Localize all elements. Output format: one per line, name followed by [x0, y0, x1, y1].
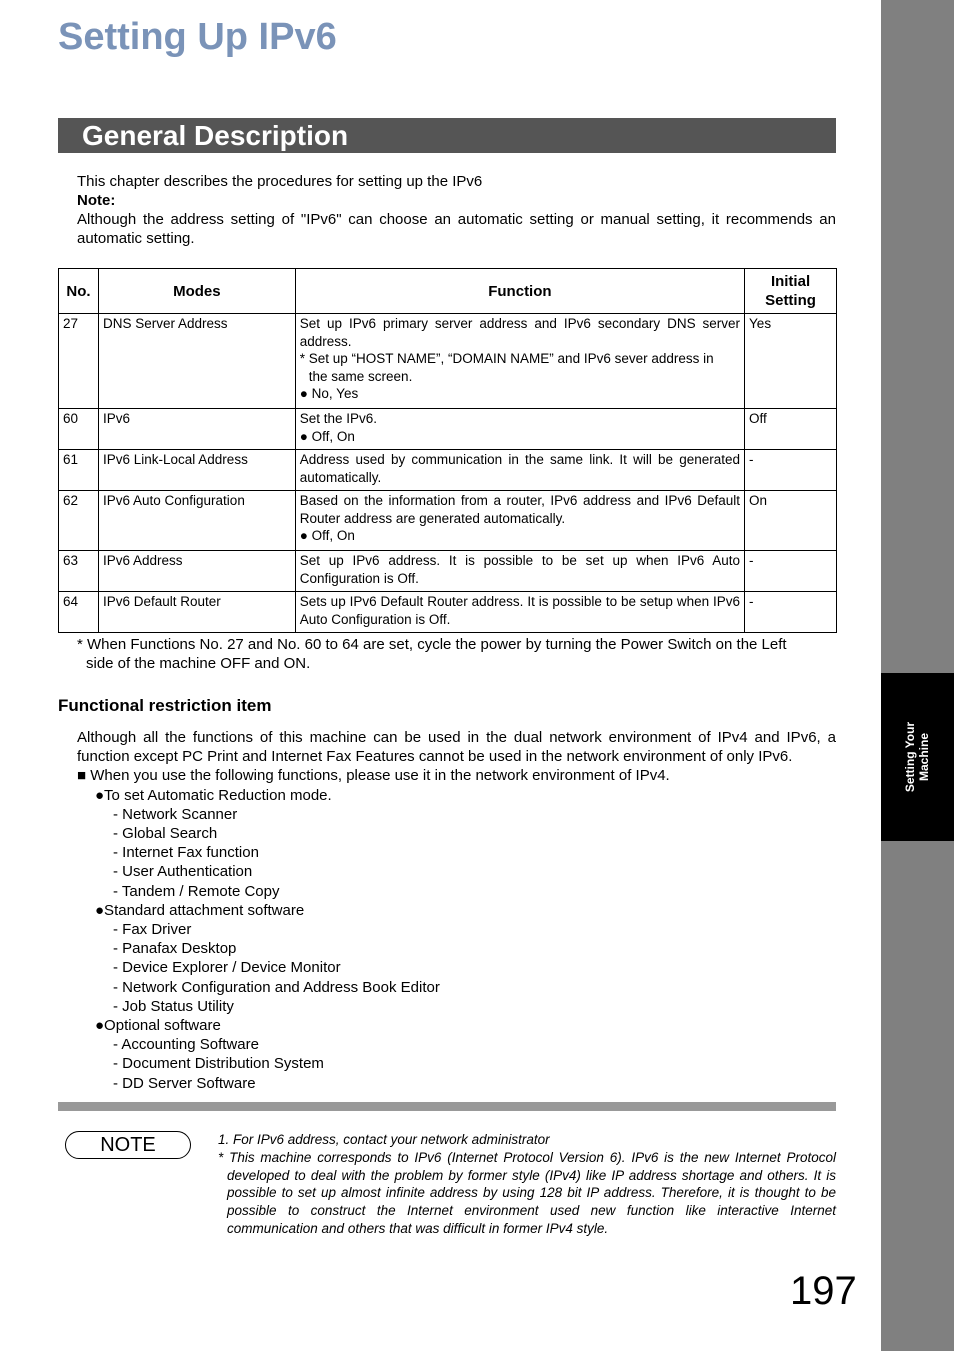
group-title: ●Standard attachment software: [95, 901, 305, 919]
list-item: - Device Explorer / Device Monitor: [113, 959, 341, 977]
cell-no: 60: [59, 409, 99, 450]
page-number: 197: [790, 1269, 857, 1313]
cell-initial: On: [745, 491, 837, 551]
function-line: Based on the information from a router, IPv6 address and IPv6 Default Router address are generated automatically.: [299, 493, 741, 526]
chapter-tab-label: [903, 722, 931, 792]
cell-initial: -: [745, 551, 837, 592]
cell-mode: IPv6 Link-Local Address: [98, 450, 295, 491]
list-item: - Internet Fax function: [113, 844, 259, 862]
note-list: [218, 1131, 836, 1238]
function-line: Set the IPv6.: [299, 411, 378, 426]
restriction-heading: Functional restriction item: [58, 696, 272, 715]
intro-line: This chapter describes the procedures for setting up the IPv6: [77, 173, 483, 190]
cell-mode: DNS Server Address: [98, 314, 295, 409]
table-row: [59, 409, 837, 450]
cell-function: Address used by communication in the same link. It will be generated automatically.: [295, 450, 744, 491]
cell-function: Sets up IPv6 Default Router address. It is possible to be setup when IPv6 Auto Configuration is Off.: [295, 592, 744, 633]
restriction-paragraph: Although all the functions of this machine can be used in the dual network environment of IPv4 and IPv6, a function except PC Print and Internet Fax Features cannot be used in the network environment of only IPv6.: [77, 729, 836, 766]
list-item: - Job Status Utility: [113, 997, 234, 1015]
chapter-tab-line1: Setting Your: [903, 721, 917, 793]
page-title: Setting Up IPv6: [58, 16, 337, 58]
cell-function: Set up IPv6 address. It is possible to be set up when IPv6 Auto Configuration is Off.: [295, 551, 744, 592]
note-item: 1. For IPv6 address, contact your network administrator: [218, 1132, 550, 1147]
cell-function: [295, 491, 744, 551]
group-title: ●To set Automatic Reduction mode.: [95, 786, 332, 804]
list-item: - Tandem / Remote Copy: [113, 882, 280, 900]
footnote-line: * When Functions No. 27 and No. 60 to 64 are set, cycle the power by turning the Power Switch on the Left: [77, 636, 787, 653]
list-item: - User Authentication: [113, 863, 253, 881]
cell-initial: Yes: [745, 314, 837, 409]
table-row: [59, 450, 837, 491]
header-modes: Modes: [98, 269, 295, 314]
settings-table: [58, 268, 837, 633]
list-item: - Panafax Desktop: [113, 940, 237, 958]
restriction-block: [77, 728, 836, 1093]
note-text: Although the address setting of "IPv6" can choose an automatic setting or manual setting, it recommends an automatic setting.: [77, 211, 836, 247]
group-title: ●Optional software: [95, 1017, 221, 1035]
cell-mode: IPv6 Address: [98, 551, 295, 592]
cell-no: 63: [59, 551, 99, 592]
header-initial-setting: Initial Setting: [745, 269, 837, 314]
list-item: - Accounting Software: [113, 1036, 259, 1054]
cell-initial: -: [745, 450, 837, 491]
note-item: * This machine corresponds to IPv6 (Internet Protocol Version 6). IPv6 is the new Internet Protocol developed to deal with the problem by former style (IPv4) like IP address shortage and others. It is possible to set up almost infinite address by using 128 bit IP address. Therefore, it is thought to be possible to construct the Internet environment used new function like interactive Internet communication and others that was difficult in former IPv4 style.: [218, 1149, 836, 1236]
cell-no: 64: [59, 592, 99, 633]
cell-function: [295, 314, 744, 409]
list-item: - Network Configuration and Address Book Editor: [113, 978, 440, 996]
cell-function: [295, 409, 744, 450]
table-row: [59, 551, 837, 592]
cell-no: 27: [59, 314, 99, 409]
list-item: - DD Server Software: [113, 1074, 256, 1092]
cell-initial: -: [745, 592, 837, 633]
header-no: No.: [59, 269, 99, 314]
function-line: the same screen.: [308, 368, 413, 384]
section-title: General Description: [82, 120, 349, 151]
cell-mode: IPv6 Auto Configuration: [98, 491, 295, 551]
intro-block: [77, 172, 836, 248]
list-item: - Document Distribution System: [113, 1055, 324, 1073]
table-row: [59, 314, 837, 409]
table-row: [59, 491, 837, 551]
cell-no: 62: [59, 491, 99, 551]
cell-initial: Off: [745, 409, 837, 450]
function-options: ● No, Yes: [299, 386, 359, 401]
note-badge: NOTE: [65, 1131, 191, 1159]
list-item: - Fax Driver: [113, 921, 192, 939]
table-header-row: [59, 269, 837, 314]
list-item: - Network Scanner: [113, 805, 238, 823]
footnote-line: side of the machine OFF and ON.: [86, 655, 311, 672]
list-item: - Global Search: [113, 825, 218, 843]
function-options: ● Off, On: [299, 428, 355, 444]
ipv4-requirement: ■ When you use the following functions, please use it in the network environment of IPv4.: [77, 767, 670, 785]
table-footnote: [77, 635, 836, 673]
note-label: Note:: [77, 192, 116, 209]
header-function: Function: [295, 269, 744, 314]
function-options: ● Off, On: [299, 528, 355, 543]
cell-no: 61: [59, 450, 99, 491]
chapter-tab-line2: Machine: [917, 732, 931, 782]
section-divider: [58, 1102, 836, 1111]
function-line: Set up IPv6 primary server address and IPv6 secondary DNS server address.: [299, 316, 741, 349]
cell-mode: IPv6: [98, 409, 295, 450]
cell-mode: IPv6 Default Router: [98, 592, 295, 633]
function-line: * Set up “HOST NAME”, “DOMAIN NAME” and IPv6 sever address in: [299, 351, 714, 366]
table-row: [59, 592, 837, 633]
